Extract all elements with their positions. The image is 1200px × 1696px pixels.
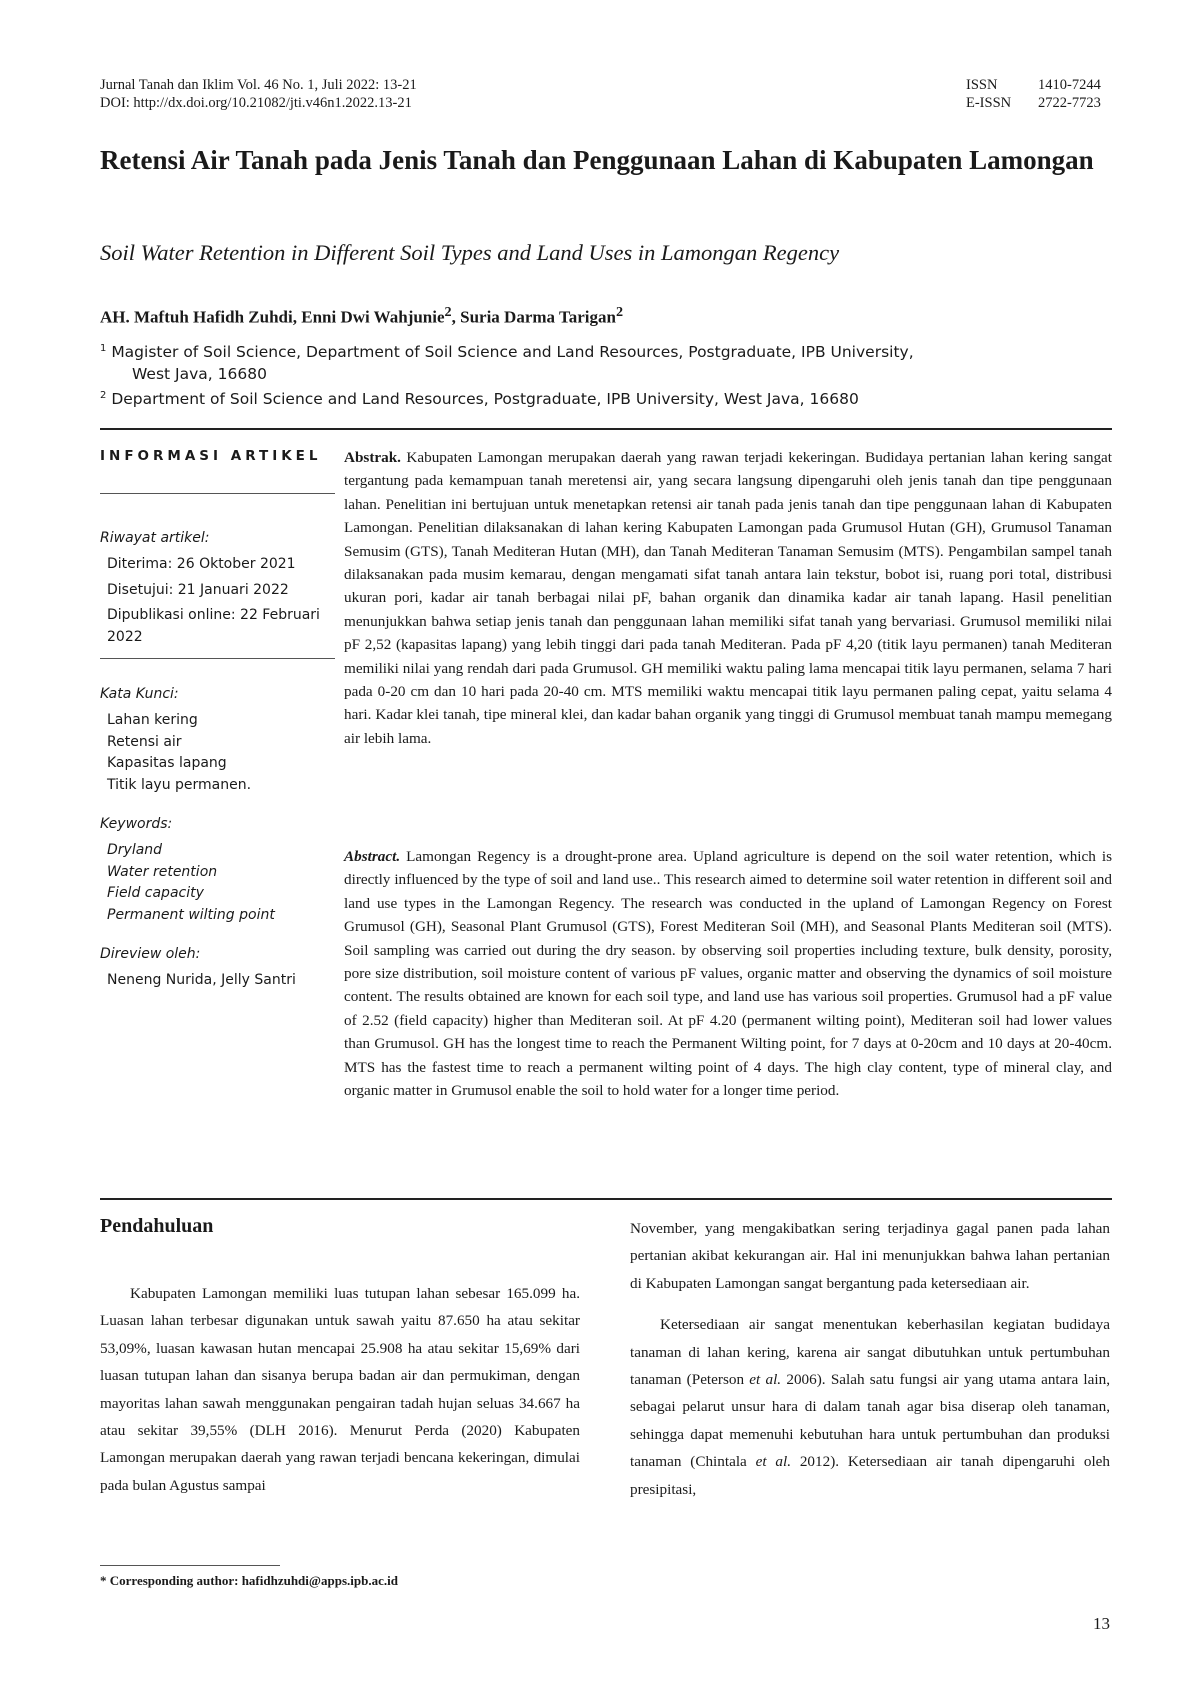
eissn-value: 2722-7723 [1038,95,1101,111]
affiliation-1-line2: West Java, 16680 [132,365,267,384]
reviewer-title: Direview oleh: [100,946,201,962]
sidebar-rule-2 [100,658,335,659]
footnote-rule [100,1565,280,1566]
history-title: Riwayat artikel: [100,530,210,546]
received-date: Diterima: 26 Oktober 2021 [107,556,296,572]
published-date: Dipublikasi online: 22 Februari 2022 [107,607,320,645]
keyword-en-2: Water retention [107,863,218,880]
page-number: 13 [1093,1614,1110,1633]
issn-block [966,76,1101,112]
body-column-right [630,1215,1110,1503]
keywords-en-title: Keywords: [100,816,173,832]
article-info-sidebar [100,448,335,992]
keyword-en-3: Field capacity [107,885,204,901]
issn-label: ISSN [966,77,998,93]
journal-citation: Jurnal Tanah dan Iklim Vol. 46 No. 1, Juli 2022: 13-21 [100,77,417,93]
abstract-en-text: Lamongan Regency is a drought-prone area. Upland agriculture is depend on the soil water retention, which is directly influenced by the type of soil and land use.. This research aimed to determine soil water retention in different soil and land use types in the Lamongan Regency. The research was conducted in the upland of Lamongan Regency on Forest Grumusol (GH), Seasonal Plant Grumusol (GTS), Forest Mediteran Soil (MH), and Seasonal Plants Mediteran soil (MTS). Soil sampling was carried out during the dry season. by observing soil properties including texture, bulk density, porosity, pore size distribution, soil moisture content of various pF values, organic matter and observing the dynamics of soil moisture content. The results obtained are known for each soil type, and land use has various soil properties. Grumusol had a pF value of 2.52 (field capacity) higher than Mediteran soil. At pF 4.20 (permanent wilting point), Mediteran soil had lower values than Grumusol. GH has the longest time to reach the Permanent Wilting point, for 7 days at 0-20cm and 10 days at 20-40cm. MTS has the fastest time to reach a permanent wilting point of 4 days. The high clay content, type of mineral clay, and organic matter in Grumusol enable the soil to hold water for a longer time period. [344,848,1112,1100]
paper-subtitle: Soil Water Retention in Different Soil Types and Land Uses in Lamongan Regency [100,240,840,265]
keyword-id-1: Lahan kering [107,712,198,728]
doi-link[interactable]: DOI: http://dx.doi.org/10.21082/jti.v46n1.2022.13-21 [100,95,412,111]
affiliation-2 [100,385,1100,410]
etal-2: et al. [755,1453,791,1471]
author-2-affiliation: 2 [444,304,452,320]
author-list [100,300,623,330]
reviewer-names: Neneng Nurida, Jelly Santri [107,972,296,988]
author-1: AH. Maftuh Hafidh Zuhdi, [100,307,302,327]
eissn-label: E-ISSN [966,95,1012,111]
keywords-id-title: Kata Kunci: [100,686,179,702]
paper-title: Retensi Air Tanah pada Jenis Tanah dan Penggunaan Lahan di Kabupaten Lamongan [100,145,1094,175]
sidebar-rule-1 [100,493,335,494]
article-info-title: INFORMASI ARTIKEL [100,448,322,464]
section-heading-introduction: Pendahuluan [100,1215,214,1237]
journal-header [100,76,417,112]
abstract-indonesian [344,446,1112,750]
intro-p2-part-c: 2012). Ketersediaan air tanah dipengaruhi oleh presipitasi, [630,1453,1110,1498]
affiliation-2-marker: 2 [100,390,107,402]
affiliation-2-text: Department of Soil Science and Land Resources, Postgraduate, IPB University, West Java, 16680 [111,390,859,409]
intro-paragraph-1-continued: November, yang mengakibatkan sering terjadinya gagal panen pada lahan pertanian akibat kekurangan air. Hal ini menunjukkan bahwa lahan pertanian di Kabupaten Lamongan sangat bergantung pada ketersediaan air. [630,1220,1110,1292]
author-3: , Suria Darma Tarigan [451,307,616,327]
intro-paragraph-1: Kabupaten Lamongan memiliki luas tutupan lahan sebesar 165.099 ha. Luasan lahan terbesar digunakan untuk sawah yaitu 87.650 ha atau sekitar 53,09%, luasan kawasan hutan mencapai 25.908 ha atau sekitar 15,69% dari luasan tutupan lahan dan sisanya berupa badan air dan permukiman, dengan mayoritas lahan sawah menggunakan pengairan tadah hujan seluas 34.667 ha atau sekitar 39,55% (DLH 2016). Menurut Perda (2020) Kabupaten Lamongan merupakan daerah yang rawan terjadi bencana kekeringan, dimulai pada bulan Agustus sampai [100,1285,580,1494]
abstract-id-label: Abstrak. [344,449,401,466]
intro-p2-part-b: 2006). Salah satu fungsi air yang utama antara lain, sebagai pelarut unsur hara di dalam tanah agar bisa diserap oleh tanaman, sehingga dapat memenuhi kebutuhan hara untuk pertumbuhan dan produksi tanaman (Chintala [630,1371,1110,1471]
abstract-bottom-rule [100,1198,1112,1200]
body-column-left [100,1280,580,1499]
etal-1: et al. [749,1371,782,1389]
top-rule [100,428,1112,430]
corresponding-author-footnote: * Corresponding author: hafidhzuhdi@apps.ipb.ac.id [100,1573,398,1588]
intro-p2-part-a: Ketersediaan air sangat menentukan keberhasilan kegiatan budidaya tanaman di lahan kering, karena air sangat dibutuhkan untuk pertumbuhan tanaman (Peterson [630,1316,1110,1389]
approved-date: Disetujui: 21 Januari 2022 [107,581,289,598]
keyword-id-3: Kapasitas lapang [107,755,227,771]
keyword-en-1: Dryland [107,842,163,858]
keyword-en-4: Permanent wilting point [107,906,275,923]
author-2: Enni Dwi Wahjunie [301,307,445,327]
abstract-id-text: Kabupaten Lamongan merupakan daerah yang rawan terjadi kekeringan. Budidaya pertanian lahan kering sangat tergantung pada kemampuan tanah meretensi air, yang secara langsung dipengaruhi oleh jenis tanah dan tipe penggunaan lahan. Penelitian ini bertujuan untuk menetapkan retensi air tanah pada jenis tanah dan tipe penggunaan lahan di Kabupaten Lamongan. Penelitian dilaksanakan di lahan kering Kabupaten Lamongan pada Grumusol Hutan (GH), Grumusol Tanaman Semusim (GTS), Tanah Mediteran Hutan (MH), dan Tanah Mediteran Tanaman Semusim (MTS). Pengambilan sampel tanah dilaksanakan pada musim kemarau, dengan mengamati sifat tanah antara lain tekstur, bobot isi, ruang pori total, distribusi ukuran pori, kadar air tanah berbagai nilai pF, bahan organik dan dinamika kadar air tanah lapang. Hasil penelitian menunjukkan bahwa setiap jenis tanah dan penggunaan lahan memiliki sifat tanah yang bervariasi. Grumusol memiliki nilai pF 2,52 (kapasitas lapang) yang lebih tinggi dari pada tanah Mediteran. Pada pF 4,20 (titik layu permanen) tanah Mediteran memiliki nilai yang rendah dari pada Grumusol. GH memiliki waktu paling lama mencapai titik layu permanen, selama 7 hari pada 0-20 cm dan 10 hari pada 20-40 cm. MTS memiliki waktu mencapai titik layu permanen paling cepat, yaitu selama 4 hari. Kadar klei tanah, tipe mineral klei, dan kadar bahan organik yang tinggi di Grumusol membuat tanah mampu memegang air lebih lama. [344,449,1112,747]
keyword-id-4: Titik layu permanen. [107,776,252,793]
abstract-english [344,845,1112,1102]
affiliation-1-marker: 1 [100,343,107,354]
keyword-id-2: Retensi air [107,733,182,750]
abstract-en-label: Abstract. [344,848,401,865]
author-3-affiliation: 2 [615,304,624,320]
intro-paragraph-2 [630,1311,1110,1503]
affiliation-1-line1: Magister of Soil Science, Department of Soil Science and Land Resources, Postgraduate, IPB University, [111,343,914,362]
affiliation-1 [100,338,1100,363]
issn-value: 1410-7244 [1038,77,1101,93]
affiliations [100,338,1100,410]
